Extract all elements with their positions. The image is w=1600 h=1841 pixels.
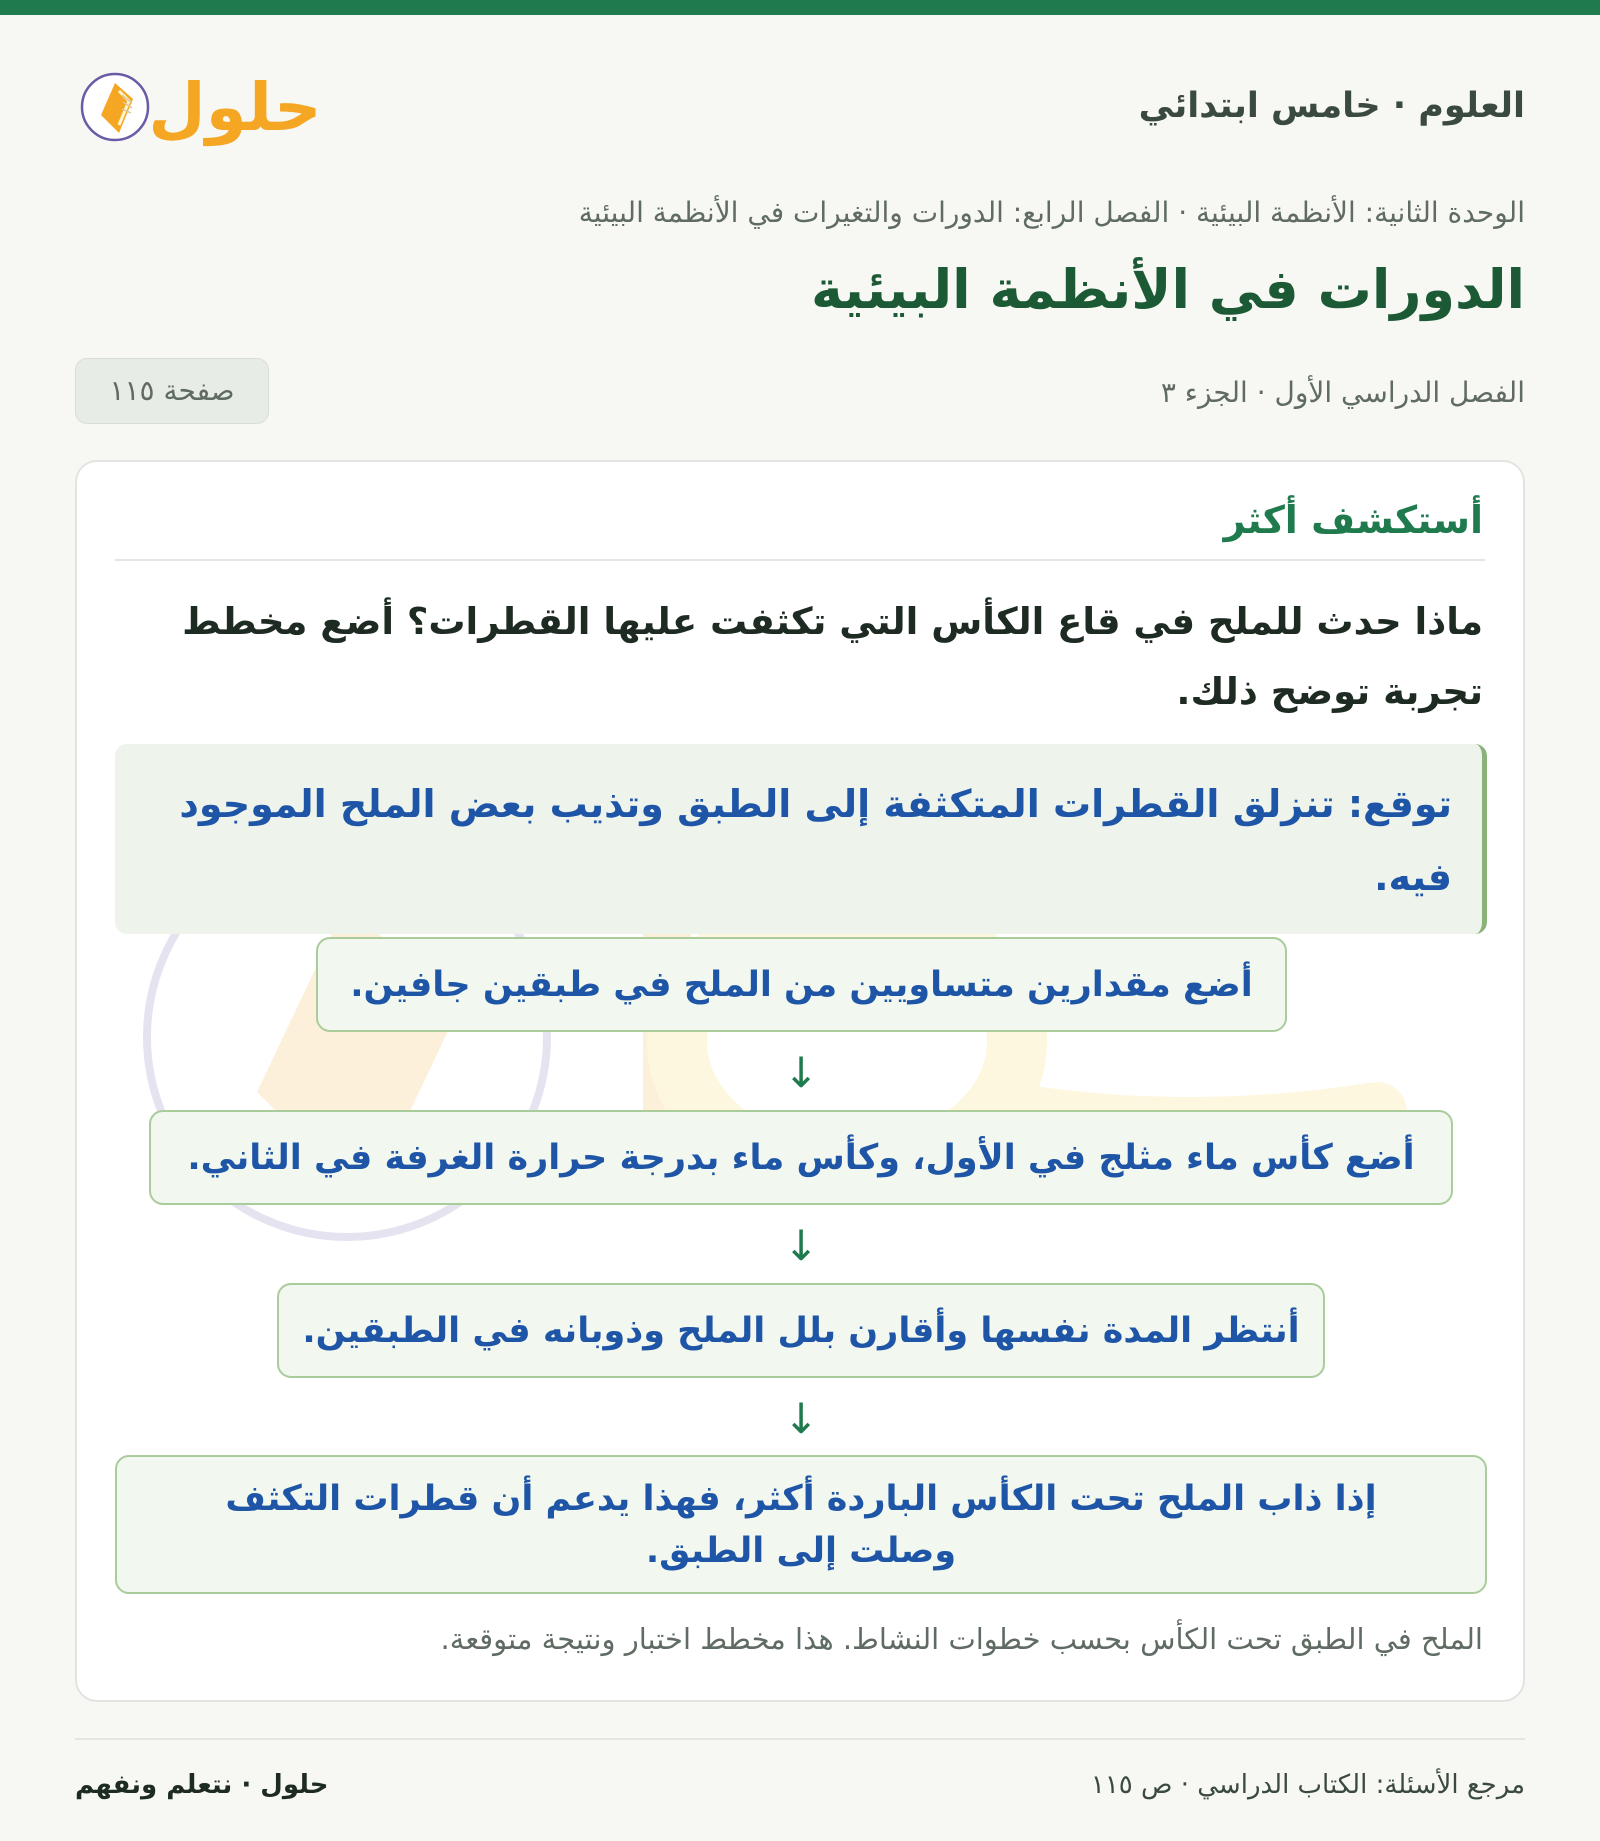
- flow-step-2: أضع كأس ماء مثلج في الأول، وكأس ماء بدرجة حرارة الغرفة في الثاني.: [149, 1110, 1453, 1205]
- footer-divider: [75, 1738, 1525, 1740]
- page-number-badge: صفحة ١١٥: [75, 358, 269, 424]
- subject-grade: العلوم · خامس ابتدائي: [1138, 86, 1525, 126]
- explore-more-card: [75, 460, 1525, 1702]
- down-arrow-icon: ↓: [783, 1394, 819, 1443]
- footer-reference: مرجع الأسئلة: الكتاب الدراسي · ص ١١٥: [1090, 1770, 1525, 1800]
- question-text: ماذا حدث للملح في قاع الكأس التي تكثفت عليها القطرات؟ أضع مخطط تجربة توضح ذلك.: [182, 600, 1483, 713]
- breadcrumb: الوحدة الثانية: الأنظمة البيئية · الفصل الرابع: الدورات والتغيرات في الأنظمة البيئية: [578, 196, 1525, 229]
- down-arrow-icon: ↓: [783, 1221, 819, 1270]
- section-title: أستكشف أكثر: [1223, 498, 1483, 542]
- flow-step-1: أضع مقدارين متساويين من الملح في طبقين جافين.: [316, 937, 1287, 1032]
- logo-text: حلول: [148, 69, 322, 146]
- page-title: الدورات في الأنظمة البيئية: [810, 258, 1525, 321]
- prediction-answer: توقع: تنزلق القطرات المتكثفة إلى الطبق وتذيب بعض الملح الموجود فيه.: [115, 744, 1487, 934]
- top-accent-bar: [0, 0, 1600, 15]
- section-divider: [115, 559, 1485, 561]
- down-arrow-icon: ↓: [783, 1048, 819, 1097]
- hulul-logo[interactable]: [75, 55, 345, 160]
- term-info: الفصل الدراسي الأول · الجزء ٣: [1160, 376, 1525, 409]
- flow-step-3: أنتظر المدة نفسها وأقارن بلل الملح وذوبانه في الطبقين.: [277, 1283, 1325, 1378]
- activity-note: الملح في الطبق تحت الكأس بحسب خطوات النشاط. هذا مخطط اختبار ونتيجة متوقعة.: [440, 1622, 1483, 1656]
- flow-step-conclusion: إذا ذاب الملح تحت الكأس الباردة أكثر، فهذا يدعم أن قطرات التكثف وصلت إلى الطبق.: [115, 1455, 1487, 1594]
- footer-slogan: حلول · نتعلم ونفهم: [75, 1770, 329, 1800]
